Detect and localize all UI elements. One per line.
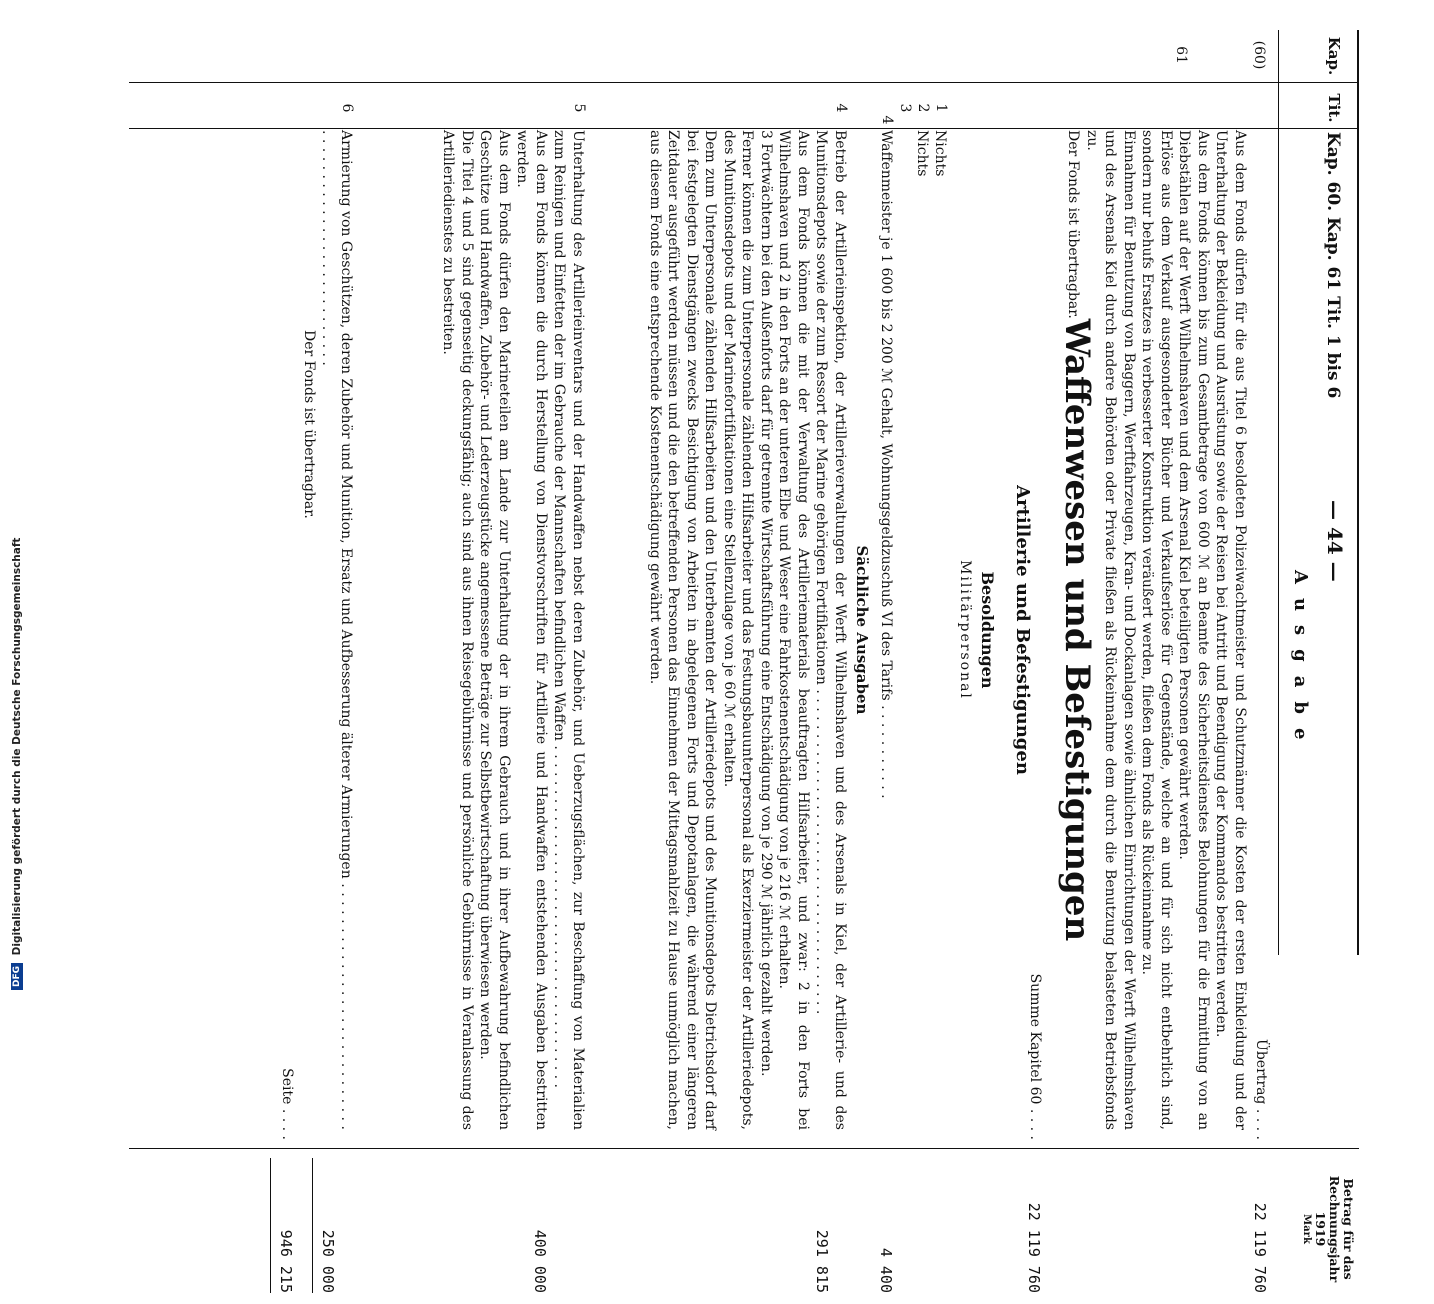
tit-5-number: 5 xyxy=(571,103,587,113)
page-number: — 44 — xyxy=(1323,500,1347,582)
kap60-number: (60) xyxy=(1251,40,1267,70)
amount-header-line3: 1919 xyxy=(1313,1211,1328,1247)
digitization-credit xyxy=(0,0,22,1000)
col-tit-header: Tit. xyxy=(1325,93,1343,123)
tit-4-amount: 4 400 xyxy=(877,1247,895,1293)
col-amount-header xyxy=(1299,1154,1355,1304)
tit-4-text: Waffenmeister je 1 600 bis 2 200 ℳ Gehalt, Wohnungsgeldzuschuß VI des Tarifs . . . . . . . . . . . xyxy=(878,130,894,799)
tit-6-number: 6 xyxy=(339,103,355,113)
militaerpersonal-heading: Militärpersonal xyxy=(957,560,973,700)
seite-label: Seite . . . . xyxy=(279,1068,295,1140)
kap60-note-3: Erlöse aus dem Verkauf ausgesonderter Bücher und Verkaufserlöse für Gegenstände, welche an und für sich nicht entbehrlich sind, sondern nur behufs Ersatzes in verbesserter Konstruktion veräußert werden, fließen dem Fonds als Rückeinnahme zu. xyxy=(1139,130,1174,1130)
tit-4-betrieb-main: Betrieb der Artillerieinspektion, der Artillerieverwaltungen der Werft Wilhelmshaven und des Arsenals in Kiel, der Artillerie- und des Munitionsdepots sowie der zum Ressort der Marine gehörigen Fortifikationen . . . . . . . . . . . . . . . . . . . . . . . . . . . . . . . . . . . . . xyxy=(813,130,848,1130)
tit-4-betrieb-note-4: Dem zum Unterpersonale zählenden Hilfsarbeiten und den Unterbeamten der Artilleriedepots und des Munitionsdepots Dietrichsdorf darf bei festgelegten Dienstgängen zwecks Besichtigung von Arbeiten in abgelegenen Forts und Depotanlagen, die während einer längeren Zeitdauer ausgeführt werden müssen und die den betreffenden Personen das Einnehmen der Mittagsmahlzeit zu Hause unmöglich machen, aus diesem Fonds eine entsprechende Kostenentschädigung gewährt werden. xyxy=(647,130,719,1130)
kap60-sum-label: Summe Kapitel 60 . . . . xyxy=(1027,973,1043,1140)
document-page xyxy=(75,30,1365,1293)
kap60-sum-amount: 22 119 760 xyxy=(1025,1202,1043,1293)
running-title: Kap. 60. Kap. 61 Tit. 1 bis 6 xyxy=(1323,132,1343,399)
amount-header-line2: Rechnungsjahr xyxy=(1327,1175,1342,1283)
amount-column-rule xyxy=(129,1148,1359,1149)
tit-5-note-2: Aus dem Fonds dürfen den Marineteilen am Lande zur Unterhaltung der in ihrem Gebrauch und in ihrer Aufbewahrung befindlichen Geschütze und Handwaffen, Zubehör- und Lederzeugstücke angemessene Beträge zur Selbstbewirtschaftung überwiesen werden. xyxy=(477,130,512,1130)
tit-5-note-1: Aus dem Fonds können die durch Herstellung von Dienstvorschriften für Artillerie und Handwaffen entstehenden Ausgaben bestritten werden. xyxy=(514,130,549,1130)
tit-4-betrieb-note-1: Aus dem Fonds können die mit der Verwaltung des Artilleriematerials beauftragten Hilfsarbeiter, und zwar: 2 in den Forts bei Wilhelmshaven und 2 in den Forts an der unteren Elbe und Weser eine Fahrkostenentschädigung von je 216 ℳ erhalten. xyxy=(776,130,811,1130)
tit-2-number: 2 xyxy=(915,103,931,113)
sum-rule xyxy=(312,1158,313,1293)
tit-5-text xyxy=(439,130,587,1130)
tit-4-betrieb-amount: 291 815 xyxy=(813,1229,831,1293)
tit-4-betrieb-note-2: 3 Fortwächtern bei den Außenforts darf für getrennte Wirtschaftsführung eine Entschädigung von je 290 ℳ jährlich gezahlt werden. xyxy=(758,130,774,1077)
besoldungen-heading: Besoldungen xyxy=(978,571,997,689)
tit-6-text xyxy=(300,130,356,1130)
kap-column-rule xyxy=(129,82,1359,83)
tit-4-betrieb-note-3: Ferner können die zum Unterpersonale zählenden Hilfsarbeiter und das Festungsbauunterpersonal als Exerziermeister der Artilleriedepots, des Munitionsdepots und der Marinefortifikationen eine Stellenzulage von je 60 ℳ erhalten. xyxy=(721,130,756,1130)
bottom-sum-rule xyxy=(270,1158,271,1293)
tit-4-betrieb-number: 4 xyxy=(833,103,849,113)
amount-header-line1: Betrag für das xyxy=(1341,1178,1356,1280)
section-title: Ausgabe xyxy=(1290,570,1311,754)
tit-2-text: Nichts xyxy=(914,130,930,177)
tit-6-amount: 250 000 xyxy=(319,1229,337,1293)
kap60-note-5: Der Fonds ist übertragbar. xyxy=(1065,130,1082,319)
header-rule xyxy=(1278,30,1279,955)
dfg-logo: DFG xyxy=(11,963,23,990)
tit-5-note-3: Die Titel 4 und 5 sind gegenseitig deckungsfähig; auch sind aus ihnen Reisegebührnisse und persönliche Gebührnisse in Veranlassung des Artilleriedienstes zu bestreiten. xyxy=(440,130,475,1130)
seite-amount: 946 215 xyxy=(277,1229,295,1293)
saechliche-heading: Sächliche Ausgaben xyxy=(853,545,871,715)
kap60-note-1: Aus dem Fonds dürfen für die aus Titel 6 besoldeten Polizeiwachtmeister und Schutzmänner die Kosten der ersten Einkleidung und der Unterhaltung der Bekleidung und Ausrüstung sowie der Reisen bei Antritt und Beendigung der Kommandos bestritten werden. xyxy=(1213,130,1248,1130)
kap60-note-2: Aus dem Fonds können bis zum Gesamtbetrage von 600 ℳ an Beamte des Sicherheitsdienstes Belohnungen für die Ermittlung von an Diebstählen auf der Werft Wilhelmshaven und dem Arsenal Kiel beteiligten Personen gewährt werden. xyxy=(1176,130,1211,1130)
tit-1-number: 1 xyxy=(933,103,949,113)
credit-text: Digitalisierung gefördert durch die Deutsche Forschungsgemeinschaft xyxy=(11,537,23,956)
col-kap-header: Kap. xyxy=(1325,36,1343,76)
uebertrag-amount: 22 119 760 xyxy=(1251,1202,1269,1293)
tit-6-note: Der Fonds ist übertragbar. xyxy=(301,330,317,519)
tit-column-rule xyxy=(129,128,1359,129)
tit-5-amount: 400 000 xyxy=(531,1229,549,1293)
kap60-note-4: Einnahmen für Benutzung von Baggern, Werftfahrzeugen, Kran- und Dockanlagen sowie ähnlichen Einrichtungen der Werft Wilhelmshaven und des Arsenals Kiel durch andere Behörden oder Private fließen als Rückeinnahme dem durch die Benutzung belasteten Betriebsfonds zu. xyxy=(1084,130,1137,1130)
amount-header-unit: Mark xyxy=(1301,1214,1312,1244)
uebertrag-label: Übertrag . . . . xyxy=(1253,1039,1269,1140)
tit-1-text: Nichts xyxy=(932,130,948,177)
kap61-heading: Waffenwesen und Befestigungen xyxy=(1057,318,1097,942)
tit-3-number: 3 xyxy=(897,103,913,113)
tit-4-betrieb-text xyxy=(646,130,850,1130)
top-rule xyxy=(1357,30,1359,955)
tit-5-main: Unterhaltung des Artillerieinventars und der Handwaffen nebst deren Zubehör, und Ueberzugsflächen, zur Beschaffung von Materialien zum Reinigen und Einfetten der im Gebrauche der Mannschaften befindlichen Waffen . . . . . . . . . . . . . . . . . . . . . . . . . . . . . . . . . . . . . . . xyxy=(551,130,586,1130)
tit-4-number: 4 xyxy=(879,115,895,125)
kap61-subheading: Artillerie und Befestigungen xyxy=(1012,485,1033,775)
tit-6-main: Armierung von Geschützen, deren Zubehör und Munition, Ersatz und Aufbesserung älterer Armierungen . . . . . . . . . . . . . . . . . . . . . . . . . . . . . . . . . . . . . . . . . . . . . . . . . . . . . . . xyxy=(319,130,354,1130)
kap61-number: 61 xyxy=(1173,46,1189,64)
